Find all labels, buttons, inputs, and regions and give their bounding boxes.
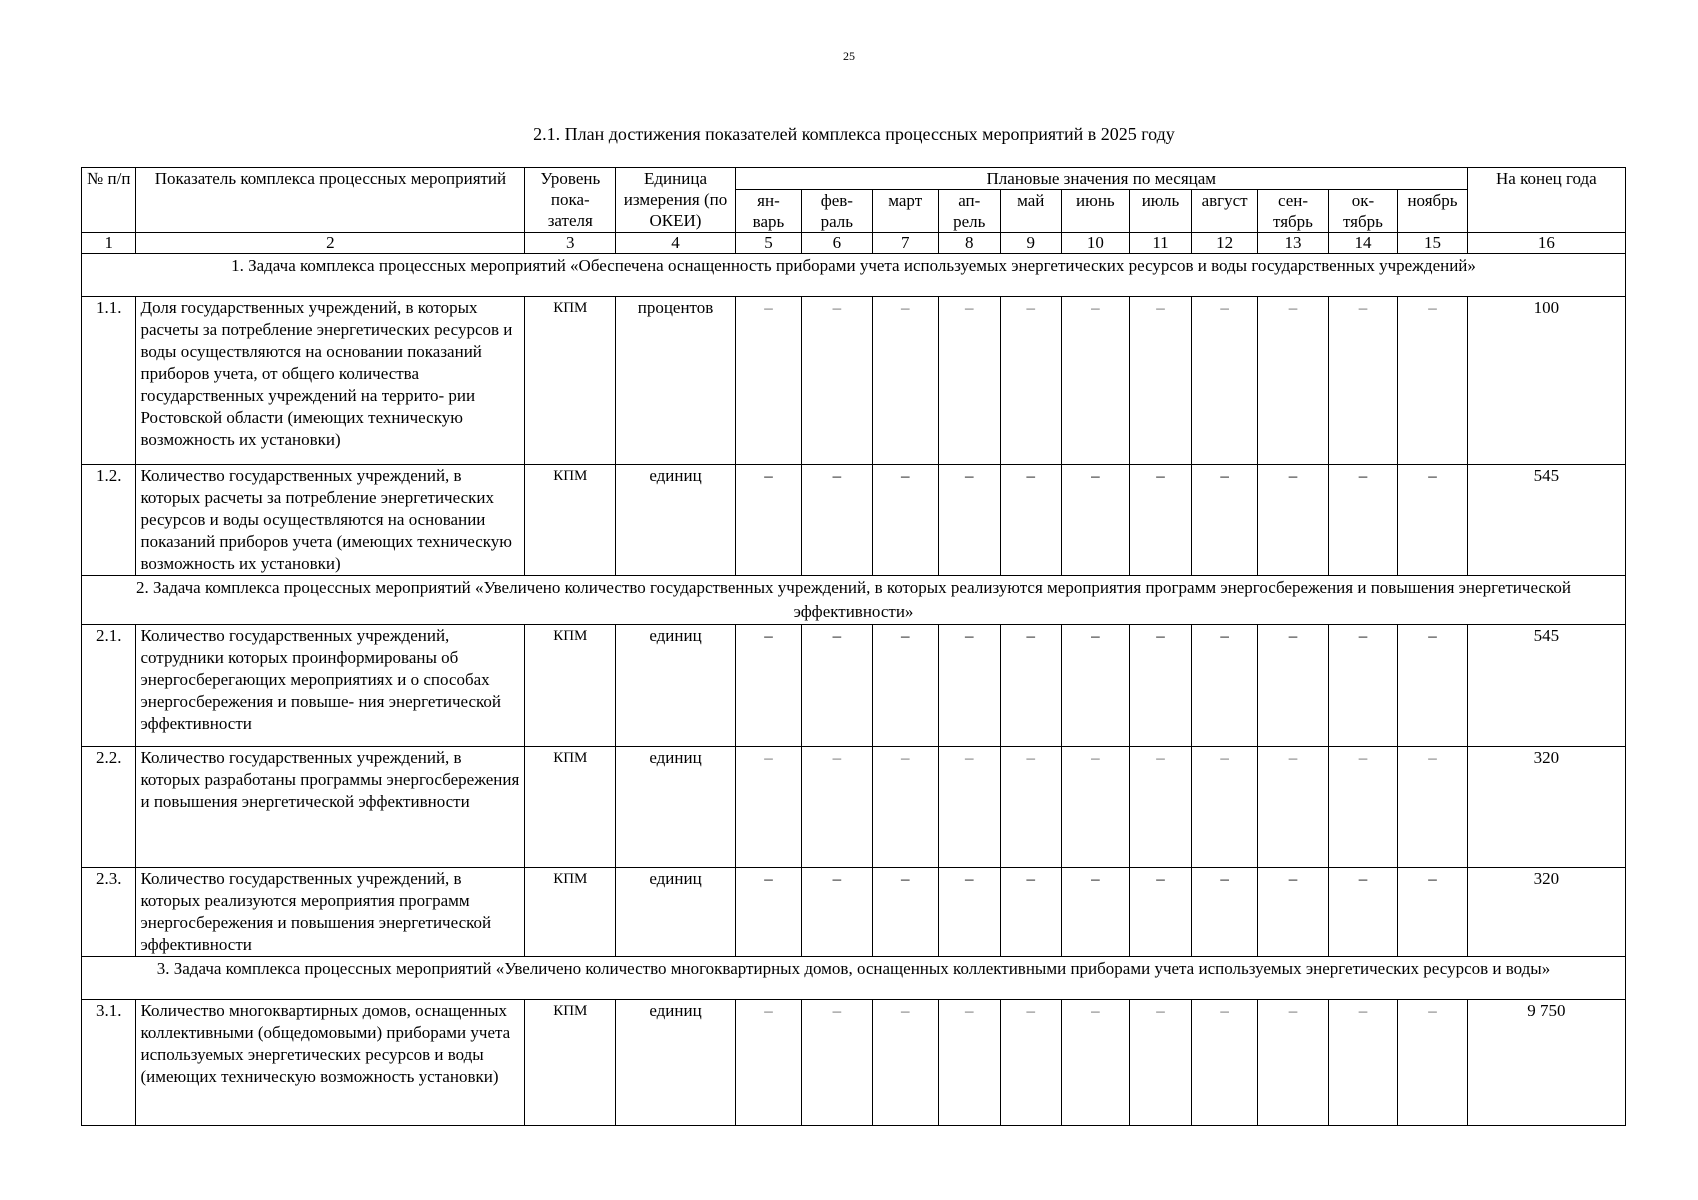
month-value: – xyxy=(1398,297,1468,465)
column-number: 9 xyxy=(1000,233,1061,254)
indicator-unit: единиц xyxy=(616,1000,736,1126)
indicator-name: Доля государственных учреждений, в которых расчеты за потребление энергетических ресурсов и воды осуществляются на основании показаний приборов учета, от общего количества государственных учреждений на террито- рии Ростовской области (имеющих техническую возможность их установки) xyxy=(136,297,525,465)
month-value: – xyxy=(1191,1000,1257,1126)
month-value: – xyxy=(1061,465,1129,576)
month-value: – xyxy=(802,625,873,747)
month-value: – xyxy=(1258,625,1329,747)
indicator-level: КПМ xyxy=(525,1000,616,1126)
month-value: – xyxy=(1061,297,1129,465)
indicator-level: КПМ xyxy=(525,868,616,957)
month-value: – xyxy=(1328,747,1397,868)
indicator-name: Количество государственных учреждений, в которых разработаны программы энергосбережения и повышения энергетической эффективности xyxy=(136,747,525,868)
month-value: – xyxy=(1328,465,1397,576)
task-row xyxy=(82,957,1626,1000)
month-value: – xyxy=(1000,465,1061,576)
month-value: – xyxy=(1328,868,1397,957)
indicator-number: 2.2. xyxy=(82,747,136,868)
month-value: – xyxy=(1258,868,1329,957)
indicator-level: КПМ xyxy=(525,625,616,747)
year-end-value: 320 xyxy=(1467,747,1625,868)
task-title: 2. Задача комплекса процессных мероприятий «Увеличено количество государственных учреждений, в которых реализуются мероприятия программ энергосбережения и повышения энергетической эффективности» xyxy=(82,576,1626,625)
month-value: – xyxy=(802,1000,873,1126)
indicator-name: Количество многоквартирных домов, оснащенных коллективными (общедомовыми) приборами учета используемых энергетических ресурсов и воды (имеющих техническую возможность установки) xyxy=(136,1000,525,1126)
month-value: – xyxy=(1191,625,1257,747)
month-value: – xyxy=(1398,747,1468,868)
month-value: – xyxy=(1000,297,1061,465)
header-month: ноябрь xyxy=(1398,190,1468,233)
month-value: – xyxy=(1061,625,1129,747)
column-number: 8 xyxy=(938,233,1000,254)
month-value: – xyxy=(1191,868,1257,957)
month-value: – xyxy=(872,625,938,747)
indicator-unit: единиц xyxy=(616,868,736,957)
month-value: – xyxy=(1130,747,1192,868)
indicator-number: 2.1. xyxy=(82,625,136,747)
month-value: – xyxy=(872,868,938,957)
column-numbers-row xyxy=(82,233,1626,254)
month-value: – xyxy=(872,297,938,465)
indicator-row xyxy=(82,747,1626,868)
column-number: 6 xyxy=(802,233,873,254)
plan-table xyxy=(81,167,1626,1126)
header-month: июль xyxy=(1130,190,1192,233)
task-title: 3. Задача комплекса процессных мероприятий «Увеличено количество многоквартирных домов, оснащенных коллективными приборами учета используемых энергетических ресурсов и воды» xyxy=(82,957,1626,1000)
header-month: март xyxy=(872,190,938,233)
header-month: июнь xyxy=(1061,190,1129,233)
year-end-value: 545 xyxy=(1467,625,1625,747)
indicator-name: Количество государственных учреждений, в которых расчеты за потребление энергетических ресурсов и воды осуществляются на основании показаний приборов учета (имеющих техническую возможность их установки) xyxy=(136,465,525,576)
month-value: – xyxy=(1000,747,1061,868)
document-title: 2.1. План достижения показателей комплекса процессных мероприятий в 2025 году xyxy=(533,124,1175,144)
month-value: – xyxy=(1258,747,1329,868)
month-value: – xyxy=(1000,868,1061,957)
month-value: – xyxy=(1191,747,1257,868)
column-number: 1 xyxy=(82,233,136,254)
header-month: май xyxy=(1000,190,1061,233)
month-value: – xyxy=(802,747,873,868)
month-value: – xyxy=(802,465,873,576)
indicator-unit: единиц xyxy=(616,465,736,576)
column-number: 7 xyxy=(872,233,938,254)
month-value: – xyxy=(735,297,801,465)
month-value: – xyxy=(938,1000,1000,1126)
month-value: – xyxy=(1061,1000,1129,1126)
month-value: – xyxy=(1130,465,1192,576)
header-num: № п/п xyxy=(82,168,136,233)
indicator-level: КПМ xyxy=(525,297,616,465)
month-value: – xyxy=(1328,1000,1397,1126)
month-value: – xyxy=(938,465,1000,576)
header-unit: Единица измерения (по ОКЕИ) xyxy=(616,168,736,233)
year-end-value: 320 xyxy=(1467,868,1625,957)
column-number: 12 xyxy=(1191,233,1257,254)
month-value: – xyxy=(1000,1000,1061,1126)
indicator-row xyxy=(82,868,1626,957)
header-indicator: Показатель комплекса процессных мероприятий xyxy=(136,168,525,233)
column-number: 13 xyxy=(1258,233,1329,254)
month-value: – xyxy=(1130,1000,1192,1126)
month-value: – xyxy=(1061,868,1129,957)
month-value: – xyxy=(872,465,938,576)
column-number: 16 xyxy=(1467,233,1625,254)
column-number: 10 xyxy=(1061,233,1129,254)
column-number: 14 xyxy=(1328,233,1397,254)
month-value: – xyxy=(1191,297,1257,465)
month-value: – xyxy=(735,1000,801,1126)
header-month: сен- тябрь xyxy=(1258,190,1329,233)
column-number: 15 xyxy=(1398,233,1468,254)
header-month: фев- раль xyxy=(802,190,873,233)
month-value: – xyxy=(1191,465,1257,576)
year-end-value: 100 xyxy=(1467,297,1625,465)
month-value: – xyxy=(938,747,1000,868)
month-value: – xyxy=(802,868,873,957)
indicator-name: Количество государственных учреждений, в которых реализуются мероприятия программ энергосбережения и повышения энергетической эффективности xyxy=(136,868,525,957)
year-end-value: 545 xyxy=(1467,465,1625,576)
month-value: – xyxy=(938,868,1000,957)
month-value: – xyxy=(735,625,801,747)
indicator-level: КПМ xyxy=(525,465,616,576)
month-value: – xyxy=(1130,868,1192,957)
month-value: – xyxy=(802,297,873,465)
header-monthly: Плановые значения по месяцам xyxy=(735,168,1467,190)
column-number: 4 xyxy=(616,233,736,254)
page-number: 25 xyxy=(843,49,855,63)
month-value: – xyxy=(1398,465,1468,576)
task-title: 1. Задача комплекса процессных мероприятий «Обеспечена оснащенность приборами учета используемых энергетических ресурсов и воды государственных учреждений» xyxy=(82,254,1626,297)
indicator-unit: единиц xyxy=(616,747,736,868)
month-value: – xyxy=(1398,868,1468,957)
indicator-level: КПМ xyxy=(525,747,616,868)
header-month: август xyxy=(1191,190,1257,233)
month-value: – xyxy=(735,465,801,576)
month-value: – xyxy=(1398,1000,1468,1126)
month-value: – xyxy=(1398,625,1468,747)
header-month: ян- варь xyxy=(735,190,801,233)
month-value: – xyxy=(1258,465,1329,576)
indicator-unit: единиц xyxy=(616,625,736,747)
month-value: – xyxy=(872,747,938,868)
month-value: – xyxy=(1000,625,1061,747)
task-row xyxy=(82,576,1626,625)
month-value: – xyxy=(735,868,801,957)
indicator-unit: процентов xyxy=(616,297,736,465)
month-value: – xyxy=(1258,1000,1329,1126)
month-value: – xyxy=(938,625,1000,747)
header-level: Уровень пока- зателя xyxy=(525,168,616,233)
column-number: 11 xyxy=(1130,233,1192,254)
indicator-number: 1.2. xyxy=(82,465,136,576)
indicator-number: 1.1. xyxy=(82,297,136,465)
column-number: 5 xyxy=(735,233,801,254)
month-value: – xyxy=(938,297,1000,465)
indicator-number: 2.3. xyxy=(82,868,136,957)
column-number: 2 xyxy=(136,233,525,254)
task-row xyxy=(82,254,1626,297)
indicator-number: 3.1. xyxy=(82,1000,136,1126)
header-month: ап- рель xyxy=(938,190,1000,233)
month-value: – xyxy=(1130,297,1192,465)
header-year-end: На конец года xyxy=(1467,168,1625,233)
header-month: ок- тябрь xyxy=(1328,190,1397,233)
month-value: – xyxy=(1130,625,1192,747)
month-value: – xyxy=(872,1000,938,1126)
month-value: – xyxy=(1258,297,1329,465)
indicator-row xyxy=(82,297,1626,465)
column-number: 3 xyxy=(525,233,616,254)
month-value: – xyxy=(1061,747,1129,868)
month-value: – xyxy=(735,747,801,868)
indicator-row xyxy=(82,465,1626,576)
indicator-name: Количество государственных учреждений, сотрудники которых проинформированы об энергосберегающих мероприятиях и о способах энергосбережения и повыше- ния энергетической эффективности xyxy=(136,625,525,747)
month-value: – xyxy=(1328,625,1397,747)
month-value: – xyxy=(1328,297,1397,465)
year-end-value: 9 750 xyxy=(1467,1000,1625,1126)
indicator-row xyxy=(82,625,1626,747)
indicator-row xyxy=(82,1000,1626,1126)
